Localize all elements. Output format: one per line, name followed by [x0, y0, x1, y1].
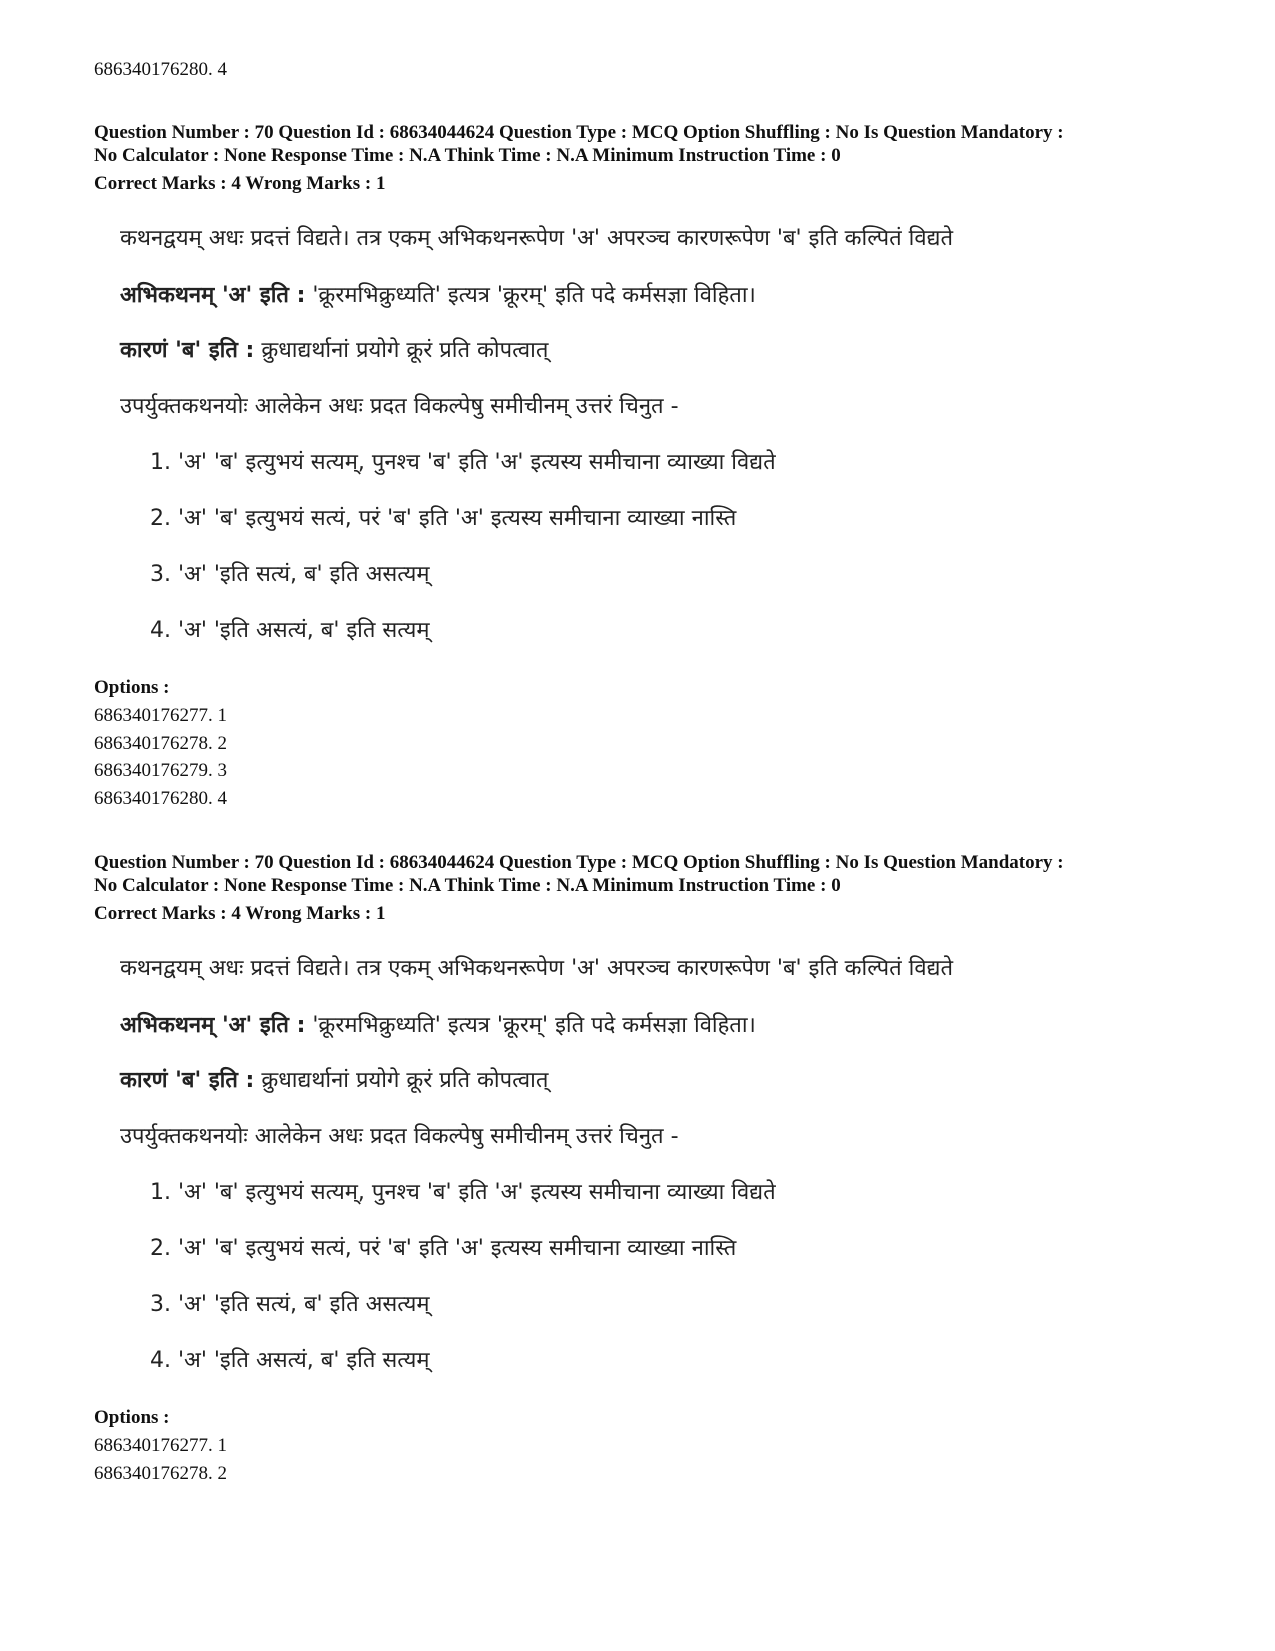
reason-label: कारणं 'ब' इति : [120, 1068, 255, 1093]
reason-text: क्रुधाद्यर्थानां प्रयोगे क्रूरं प्रति कोपत्वात् [254, 1068, 549, 1093]
option-id-4: 686340176280. 4 [94, 788, 227, 809]
top-option-line: 686340176280. 4 [94, 59, 227, 80]
question-meta-line-1: Question Number : 70 Question Id : 68634044624 Question Type : MCQ Option Shuffling : No Is Question Mandatory : [94, 122, 1064, 143]
options-label: Options : [94, 677, 170, 698]
choice-2: 2. 'अ' 'ब' इत्युभयं सत्यं, परं 'ब' इति 'अ' इत्यस्य समीचाना व्याख्या नास्ति [150, 506, 737, 531]
assertion-label: अभिकथनम् 'अ' इति : [120, 1013, 306, 1038]
assertion-text: 'क्रूरमभिक्रुध्यति' इत्यत्र 'क्रूरम्' इति पदे कर्मसज्ञा विहिता। [305, 1013, 756, 1038]
question-intro: कथनद्वयम् अधः प्रदत्तं विद्यते। तत्र एकम् अभिकथनरूपेण 'अ' अपरञ्च कारणरूपेण 'ब' इति कल्पितं विद्यते [120, 226, 954, 251]
question-prompt: उपर्युक्तकथनयोः आलेकेन अधः प्रदत विकल्पेषु समीचीनम् उत्तरं चिनुत - [120, 394, 679, 419]
choice-1: 1. 'अ' 'ब' इत्युभयं सत्यम्, पुनश्च 'ब' इति 'अ' इत्यस्य समीचाना व्याख्या विद्यते [150, 1180, 776, 1205]
question-marks: Correct Marks : 4 Wrong Marks : 1 [94, 903, 386, 924]
assertion-label: अभिकथनम् 'अ' इति : [120, 283, 306, 308]
question-meta-line-2: No Calculator : None Response Time : N.A Think Time : N.A Minimum Instruction Time : 0 [94, 875, 841, 896]
choice-3: 3. 'अ' 'इति सत्यं, ब' इति असत्यम् [150, 1292, 430, 1317]
choice-1: 1. 'अ' 'ब' इत्युभयं सत्यम्, पुनश्च 'ब' इति 'अ' इत्यस्य समीचाना व्याख्या विद्यते [150, 450, 776, 475]
reason-line [120, 336, 548, 366]
reason-line [120, 1066, 548, 1096]
choice-3: 3. 'अ' 'इति सत्यं, ब' इति असत्यम् [150, 562, 430, 587]
choice-4: 4. 'अ' 'इति असत्यं, ब' इति सत्यम् [150, 618, 430, 643]
option-id-1: 686340176277. 1 [94, 1435, 227, 1456]
question-meta-line-2: No Calculator : None Response Time : N.A Think Time : N.A Minimum Instruction Time : 0 [94, 145, 841, 166]
choice-4: 4. 'अ' 'इति असत्यं, ब' इति सत्यम् [150, 1348, 430, 1373]
option-id-1: 686340176277. 1 [94, 705, 227, 726]
assertion-text: 'क्रूरमभिक्रुध्यति' इत्यत्र 'क्रूरम्' इति पदे कर्मसज्ञा विहिता। [305, 283, 756, 308]
assertion-line [120, 1011, 756, 1041]
question-marks: Correct Marks : 4 Wrong Marks : 1 [94, 173, 386, 194]
option-id-2: 686340176278. 2 [94, 733, 227, 754]
question-prompt: उपर्युक्तकथनयोः आलेकेन अधः प्रदत विकल्पेषु समीचीनम् उत्तरं चिनुत - [120, 1124, 679, 1149]
option-id-2: 686340176278. 2 [94, 1463, 227, 1484]
question-intro: कथनद्वयम् अधः प्रदत्तं विद्यते। तत्र एकम् अभिकथनरूपेण 'अ' अपरञ्च कारणरूपेण 'ब' इति कल्पितं विद्यते [120, 956, 954, 981]
assertion-line [120, 281, 756, 311]
choice-2: 2. 'अ' 'ब' इत्युभयं सत्यं, परं 'ब' इति 'अ' इत्यस्य समीचाना व्याख्या नास्ति [150, 1236, 737, 1261]
question-meta-line-1: Question Number : 70 Question Id : 68634044624 Question Type : MCQ Option Shuffling : No Is Question Mandatory : [94, 852, 1064, 873]
option-id-3: 686340176279. 3 [94, 760, 227, 781]
reason-text: क्रुधाद्यर्थानां प्रयोगे क्रूरं प्रति कोपत्वात् [254, 338, 549, 363]
options-label: Options : [94, 1407, 170, 1428]
reason-label: कारणं 'ब' इति : [120, 338, 255, 363]
